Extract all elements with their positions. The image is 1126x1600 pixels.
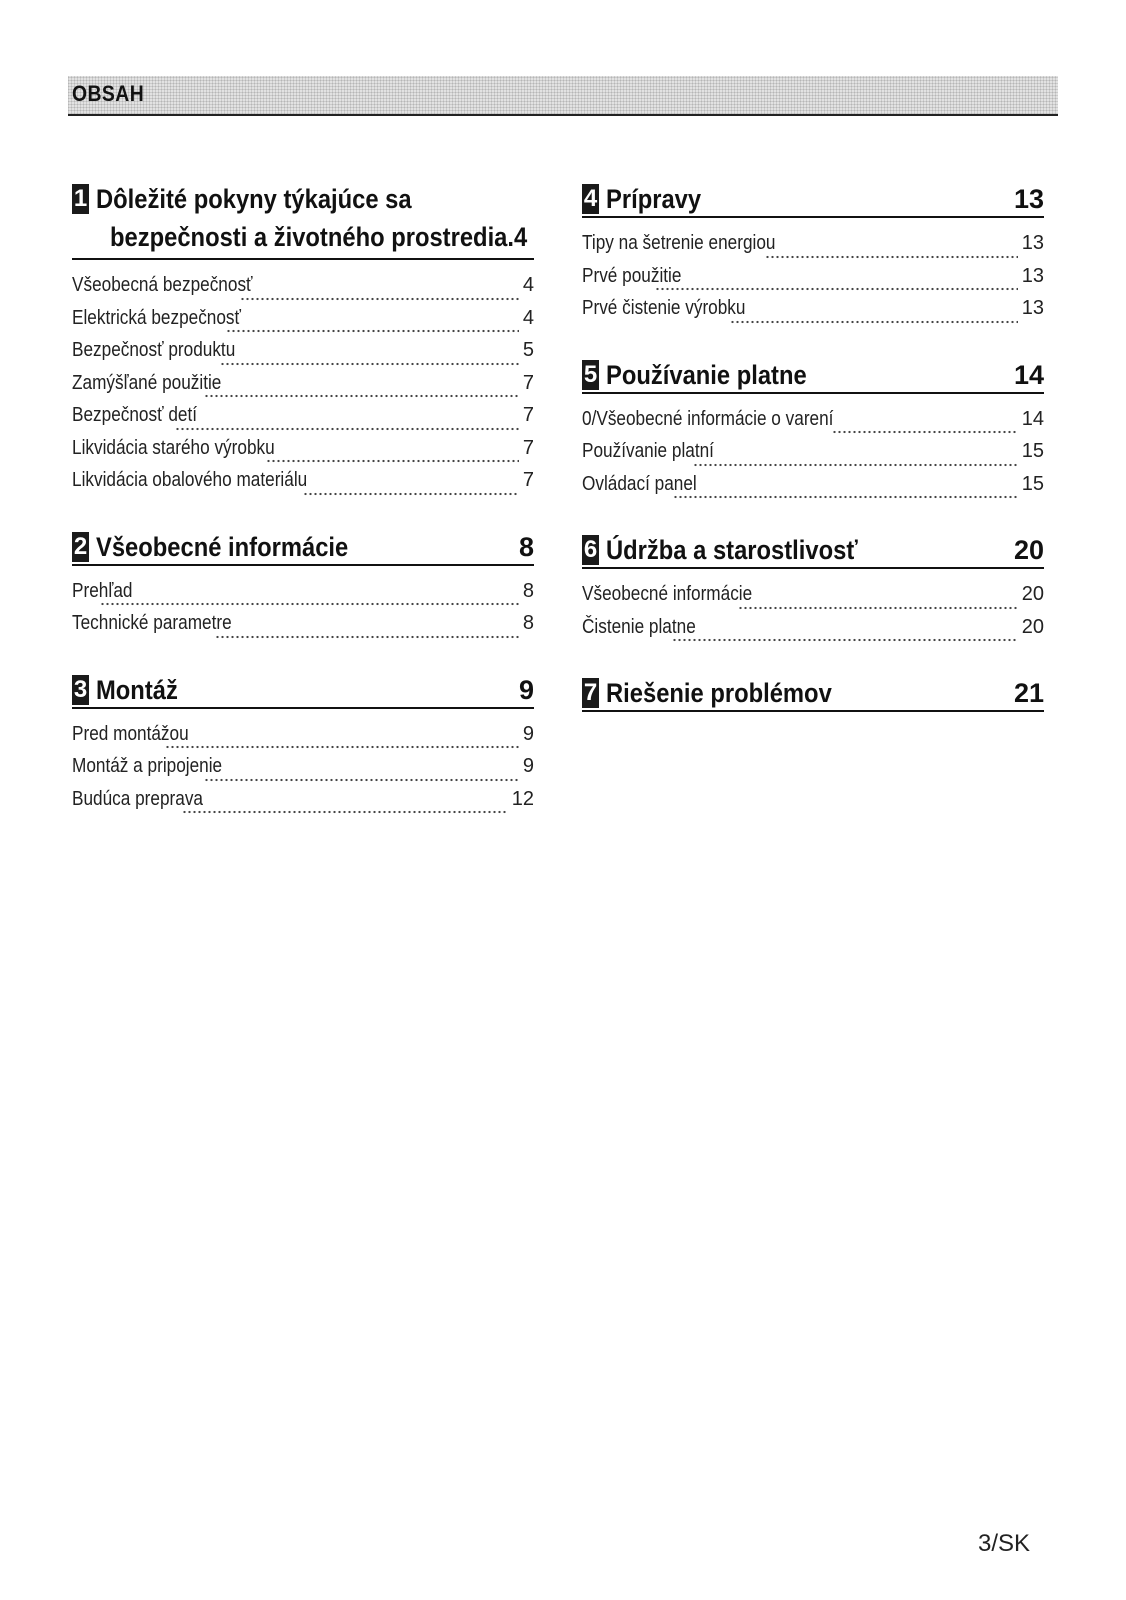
toc-entry-label: Likvidácia obalového materiálu	[72, 469, 308, 491]
section-title: Riešenie problémov	[606, 678, 832, 708]
toc-entry[interactable]	[72, 372, 534, 405]
section-heading[interactable]	[582, 180, 1044, 218]
section-title: Používanie platne	[606, 359, 807, 390]
toc-entry-label: Montáž a pripojenie	[72, 755, 223, 777]
toc-column-right	[582, 180, 1044, 738]
toc-entry-page: 20	[1021, 583, 1044, 605]
dot-leader	[204, 778, 519, 782]
toc-entry-label: Používanie platní	[582, 440, 714, 462]
toc-entry-label: Ovládací panel	[582, 472, 697, 495]
toc-entry[interactable]	[72, 469, 534, 502]
section-page-number: 9	[518, 674, 534, 705]
section-title: Všeobecné informácie	[96, 531, 349, 562]
contents-header-band	[68, 76, 1058, 116]
toc-entry[interactable]	[582, 408, 1044, 441]
toc-entry-page: 4	[522, 274, 534, 296]
toc-section	[72, 528, 534, 645]
toc-entry-label: Bezpečnosť detí	[72, 404, 198, 426]
dot-leader	[673, 495, 1018, 499]
toc-entry-page: 7	[522, 469, 534, 491]
toc-column-left	[72, 180, 534, 846]
section-title: Montáž	[96, 674, 178, 705]
toc-entry-page: 8	[522, 579, 534, 602]
toc-entry-label: Likvidácia starého výrobku	[72, 436, 275, 459]
section-number-badge: 3	[73, 675, 88, 703]
toc-section	[582, 356, 1044, 506]
toc-entry-page: 13	[1021, 297, 1044, 319]
dot-leader	[655, 287, 1017, 291]
toc-entry[interactable]	[582, 583, 1044, 616]
toc-section	[72, 180, 534, 502]
dot-leader	[100, 602, 519, 606]
section-heading[interactable]	[72, 528, 534, 566]
toc-entry-page: 9	[522, 722, 534, 745]
dot-leader	[765, 255, 1018, 259]
toc-entry-page: 9	[522, 755, 534, 777]
page-number: 3/SK	[977, 1530, 1030, 1557]
section-page-number: 13	[1013, 184, 1044, 214]
toc-entry-label: Prvé použitie	[582, 264, 682, 287]
toc-entry-label: Tipy na šetrenie energiou	[582, 232, 776, 254]
dot-leader	[266, 459, 519, 463]
dot-leader	[175, 427, 519, 431]
section-title: Údržba a starostlivosť	[606, 535, 858, 565]
toc-section	[582, 674, 1044, 712]
section-heading[interactable]	[582, 356, 1044, 394]
toc-entry-page: 15	[1021, 440, 1044, 462]
dot-leader	[220, 362, 519, 366]
toc-entry-label: Všeobecné informácie	[582, 583, 753, 605]
toc-section	[582, 180, 1044, 330]
toc-entry-label: Pred montážou	[72, 722, 189, 745]
section-title-line2: bezpečnosti a životného prostredia.4	[110, 222, 528, 252]
dot-leader	[182, 810, 508, 814]
toc-section	[72, 671, 534, 821]
toc-entry[interactable]	[72, 788, 534, 821]
dot-leader	[215, 635, 518, 639]
toc-entry-label: Prvé čistenie výrobku	[582, 297, 746, 319]
dot-leader	[303, 492, 519, 496]
toc-entry-label: Čistenie platne	[582, 615, 696, 638]
section-page-number: 21	[1013, 678, 1044, 708]
toc-section	[582, 531, 1044, 648]
dot-leader	[738, 606, 1018, 610]
toc-entry[interactable]	[72, 404, 534, 437]
section-number-badge: 6	[583, 536, 598, 563]
toc-entry-page: 12	[511, 787, 534, 810]
section-page-number: 20	[1013, 535, 1044, 565]
toc-entry[interactable]	[72, 339, 534, 372]
toc-entry-page: 13	[1021, 232, 1044, 254]
dot-leader	[165, 745, 518, 749]
toc-entry-page: 14	[1021, 407, 1044, 430]
toc-entry[interactable]	[72, 723, 534, 756]
section-title: Dôležité pokyny týkajúce sa	[96, 184, 412, 214]
dot-leader	[204, 394, 519, 398]
section-number-badge: 4	[583, 185, 598, 212]
toc-entry-label: Zamýšľané použitie	[72, 371, 222, 394]
toc-entry-page: 7	[522, 436, 534, 459]
toc-entry-page: 7	[522, 404, 534, 426]
toc-entry-page: 13	[1021, 264, 1044, 287]
toc-entry-page: 5	[522, 339, 534, 361]
dot-leader	[832, 430, 1018, 434]
toc-entry[interactable]	[72, 274, 534, 307]
section-page-number: 8	[518, 531, 534, 562]
section-number-badge: 7	[583, 679, 598, 706]
toc-entry-label: Budúca preprava	[72, 787, 204, 810]
toc-entry-label: Všeobecná bezpečnosť	[72, 274, 253, 296]
dot-leader	[672, 638, 1018, 642]
toc-entry[interactable]	[582, 473, 1044, 506]
section-page-number: 14	[1013, 359, 1044, 390]
dot-leader	[730, 320, 1018, 324]
toc-entry-page: 15	[1021, 472, 1044, 495]
toc-entry-page: 20	[1021, 615, 1044, 638]
toc-entry[interactable]	[582, 297, 1044, 330]
toc-entry-label: Bezpečnosť produktu	[72, 339, 236, 361]
section-heading[interactable]	[582, 674, 1044, 712]
toc-entry[interactable]	[72, 307, 534, 340]
toc-entry-page: 4	[522, 306, 534, 329]
toc-entry[interactable]	[72, 755, 534, 788]
contents-title: OBSAH	[72, 81, 145, 106]
dot-leader	[226, 329, 519, 333]
section-heading[interactable]	[72, 180, 534, 260]
toc-entry[interactable]	[582, 232, 1044, 265]
dot-leader	[693, 463, 1018, 467]
section-number-badge: 2	[73, 532, 88, 560]
dot-leader	[240, 297, 519, 301]
toc-entry[interactable]	[72, 437, 534, 470]
section-number-badge: 1	[73, 185, 88, 212]
section-title: Prípravy	[606, 184, 702, 214]
toc-entry[interactable]	[582, 440, 1044, 473]
section-number-badge: 5	[583, 360, 598, 388]
section-heading[interactable]	[72, 671, 534, 709]
toc-entry-label: Technické parametre	[72, 612, 232, 634]
toc-entry-label: Prehľad	[72, 579, 133, 602]
toc-entry[interactable]	[72, 612, 534, 645]
toc-entry-label: Elektrická bezpečnosť	[72, 306, 241, 329]
toc-entry[interactable]	[72, 580, 534, 613]
toc-entry[interactable]	[582, 265, 1044, 298]
section-heading[interactable]	[582, 531, 1044, 569]
toc-entry-page: 7	[522, 371, 534, 394]
toc-entry-page: 8	[522, 612, 534, 634]
toc-entry[interactable]	[582, 616, 1044, 649]
toc-entry-label: 0/Všeobecné informácie o varení	[582, 407, 834, 430]
